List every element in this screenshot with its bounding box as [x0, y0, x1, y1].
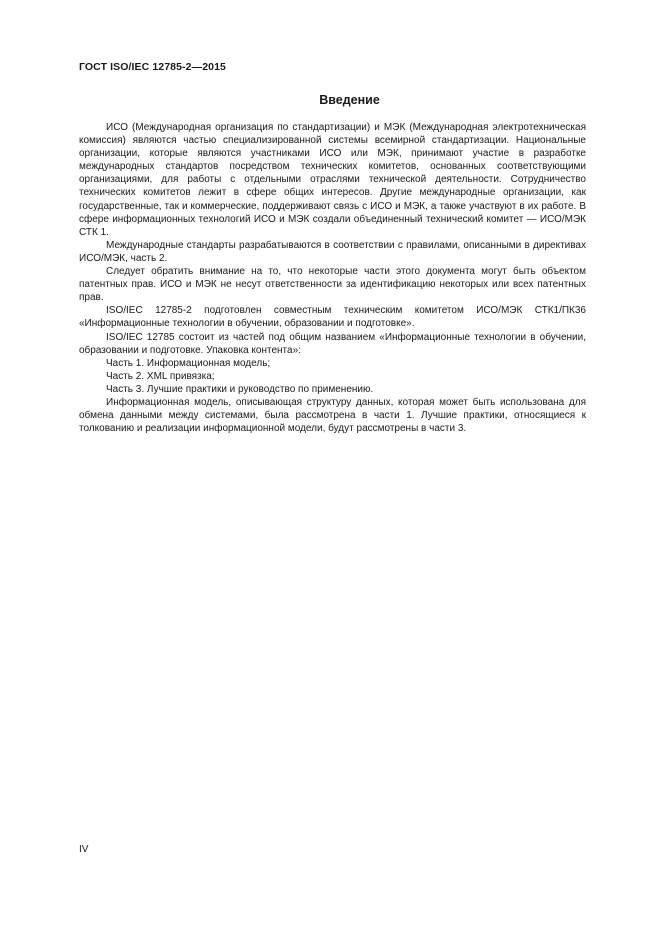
paragraph-parts-intro: ISO/IEC 12785 состоит из частей под общим названием «Информационные технологии в обучении, образовании и подготовке. Упаковка контента»:	[79, 331, 586, 356]
paragraph-iso-iec-intro: ИСО (Международная организация по стандартизации) и МЭК (Международная электротехническая комиссия) являются частью специализированной системы всемирной стандартизации. Национальные организации, которые являются участниками ИСО или МЭК, принимают участие в разработке международных стандартов посредством технических комитетов, основанных соответствующими организациями, для работы с отдельными отраслями технической деятельности. Сотрудничество технических комитетов лежит в сфере общих интересов. Другие международные организации, как государственные, так и коммерческие, поддерживают связь с ИСО и МЭК, а также участвуют в их работе. В сфере информационных технологий ИСО и МЭК создали объединенный технический комитет — ИСО/МЭК СТК 1.	[79, 122, 586, 238]
paragraph-information-model: Информационная модель, описывающая структуру данных, которая может быть использована для обмена данными между системами, была рассмотрена в части 1. Лучшие практики, относящиеся к толкованию и реализации информационной модели, будут рассмотрены в части 3.	[79, 396, 586, 435]
page-number: IV	[79, 844, 89, 855]
body-text	[79, 121, 586, 435]
list-item-part-1: Часть 1. Информационная модель;	[106, 357, 271, 369]
paragraph-directives: Международные стандарты разрабатываются в соответствии с правилами, описанными в директивах ИСО/МЭК, часть 2.	[79, 239, 586, 264]
section-title: Введение	[319, 93, 380, 107]
list-item-part-2: Часть 2. XML привязка;	[106, 370, 215, 382]
paragraph-patent-notice: Следует обратить внимание на то, что некоторые части этого документа могут быть объектом патентных прав. ИСО и МЭК не несут ответственности за идентификацию некоторых или всех патентных прав.	[79, 266, 586, 304]
list-item-part-3: Часть 3. Лучшие практики и руководство по применению.	[106, 383, 374, 395]
document-header: ГОСТ ISO/IEC 12785-2—2015	[79, 61, 226, 73]
paragraph-prepared-by: ISO/IEC 12785-2 подготовлен совместным техническим комитетом ИСО/МЭК СТК1/ПК36 «Информационные технологии в обучении, образовании и подготовке».	[79, 305, 586, 330]
